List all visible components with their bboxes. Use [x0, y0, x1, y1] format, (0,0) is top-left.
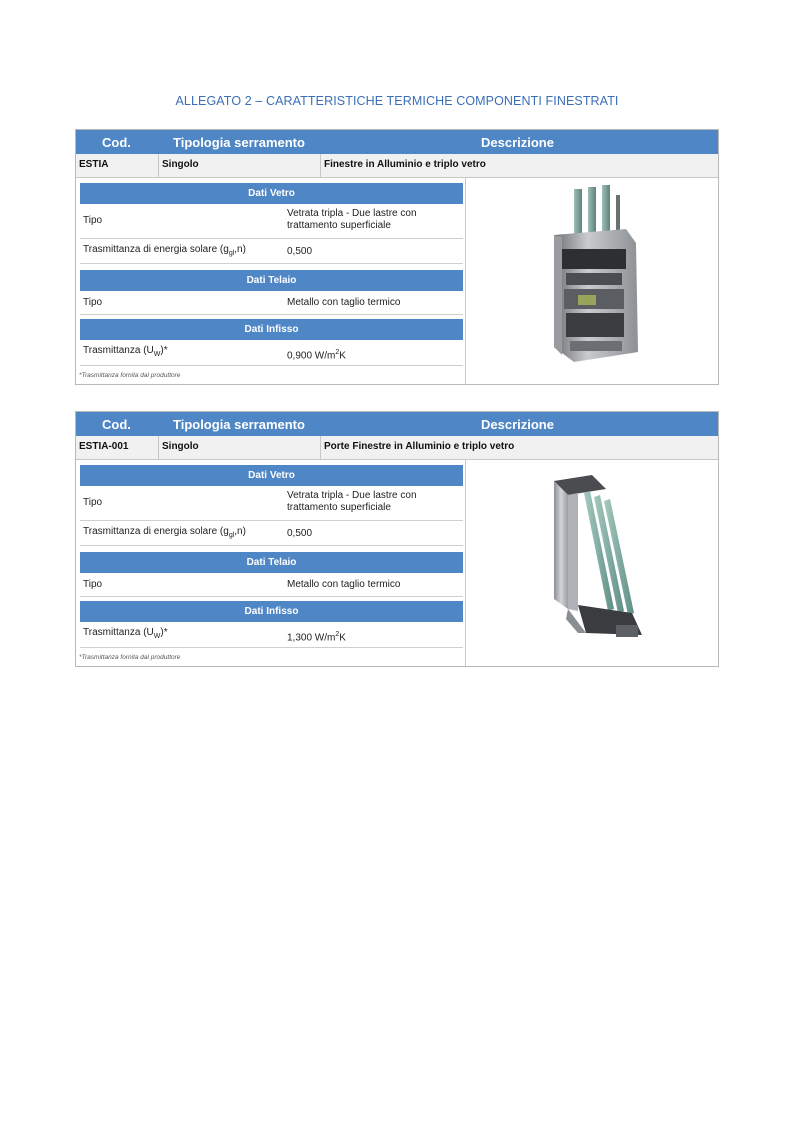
card-header — [76, 412, 718, 436]
label-telaio-tipo: Tipo — [83, 297, 103, 308]
value-telaio-tipo: Metallo con taglio termico — [287, 297, 401, 308]
data-panel — [76, 177, 466, 384]
tipologia-value: Singolo — [162, 159, 199, 170]
section-dati-infisso: Dati Infisso — [80, 601, 463, 622]
row-telaio-tipo — [80, 292, 463, 315]
header-tipologia: Tipologia serramento — [173, 135, 305, 150]
footnote: *Trasmittanza fornita dal produttore — [79, 372, 181, 379]
value-trasm-solare: 0,500 — [287, 528, 313, 539]
section-dati-telaio: Dati Telaio — [80, 270, 463, 291]
label-tipo: Tipo — [83, 497, 103, 508]
header-cod: Cod. — [102, 135, 131, 150]
card-header — [76, 130, 718, 154]
row-trasm-solare — [80, 521, 463, 546]
header-descrizione: Descrizione — [481, 135, 554, 150]
component-card-estia — [75, 129, 719, 385]
row-vetro-tipo — [80, 487, 463, 521]
row-telaio-tipo — [80, 574, 463, 597]
value-trasmittanza: 1,300 $W/m^2K$ — [287, 631, 346, 644]
value-vetro-tipo: Vetrata tripla - Due lastre con trattamento superficiale — [287, 208, 417, 231]
label-trasm-solare: Trasmittanza di energia solare $(g_{gl},n)$ — [83, 244, 246, 257]
descrizione-value: Finestre in Alluminio e triplo vetro — [324, 159, 486, 170]
id-row — [76, 154, 718, 178]
section-dati-telaio: Dati Telaio — [80, 552, 463, 573]
section-dati-infisso: Dati Infisso — [80, 319, 463, 340]
header-tipologia: Tipologia serramento — [173, 417, 305, 432]
value-trasmittanza: 0,900 $W/m^2K$ — [287, 349, 346, 362]
door-profile-section-icon — [466, 459, 718, 666]
value-vetro-tipo: Vetrata tripla - Due lastre con trattamento superficiale — [287, 490, 417, 513]
row-vetro-tipo — [80, 205, 463, 239]
component-card-estia-001 — [75, 411, 719, 667]
window-profile-section-icon — [466, 177, 718, 384]
value-telaio-tipo: Metallo con taglio termico — [287, 579, 401, 590]
row-trasmittanza — [80, 341, 463, 366]
page-title: ALLEGATO 2 – CARATTERISTICHE TERMICHE COMPONENTI FINESTRATI — [175, 94, 619, 108]
cod-value: ESTIA — [79, 159, 109, 170]
footnote: *Trasmittanza fornita dal produttore — [79, 654, 181, 661]
value-trasm-solare: 0,500 — [287, 246, 313, 257]
header-cod: Cod. — [102, 417, 131, 432]
section-dati-vetro: Dati Vetro — [80, 183, 463, 204]
label-trasmittanza: Trasmittanza $(U_W)*$ — [83, 345, 168, 358]
tipologia-value: Singolo — [162, 441, 199, 452]
label-tipo: Tipo — [83, 215, 103, 226]
data-panel — [76, 459, 466, 666]
row-trasm-solare — [80, 239, 463, 264]
row-trasmittanza — [80, 623, 463, 648]
descrizione-value: Porte Finestre in Alluminio e triplo vetro — [324, 441, 515, 452]
label-trasmittanza: Trasmittanza $(U_W)*$ — [83, 627, 168, 640]
section-dati-vetro: Dati Vetro — [80, 465, 463, 486]
cod-value: ESTIA-001 — [79, 441, 129, 452]
id-row — [76, 436, 718, 460]
header-descrizione: Descrizione — [481, 417, 554, 432]
label-telaio-tipo: Tipo — [83, 579, 103, 590]
label-trasm-solare: Trasmittanza di energia solare $(g_{gl},n)$ — [83, 526, 246, 539]
